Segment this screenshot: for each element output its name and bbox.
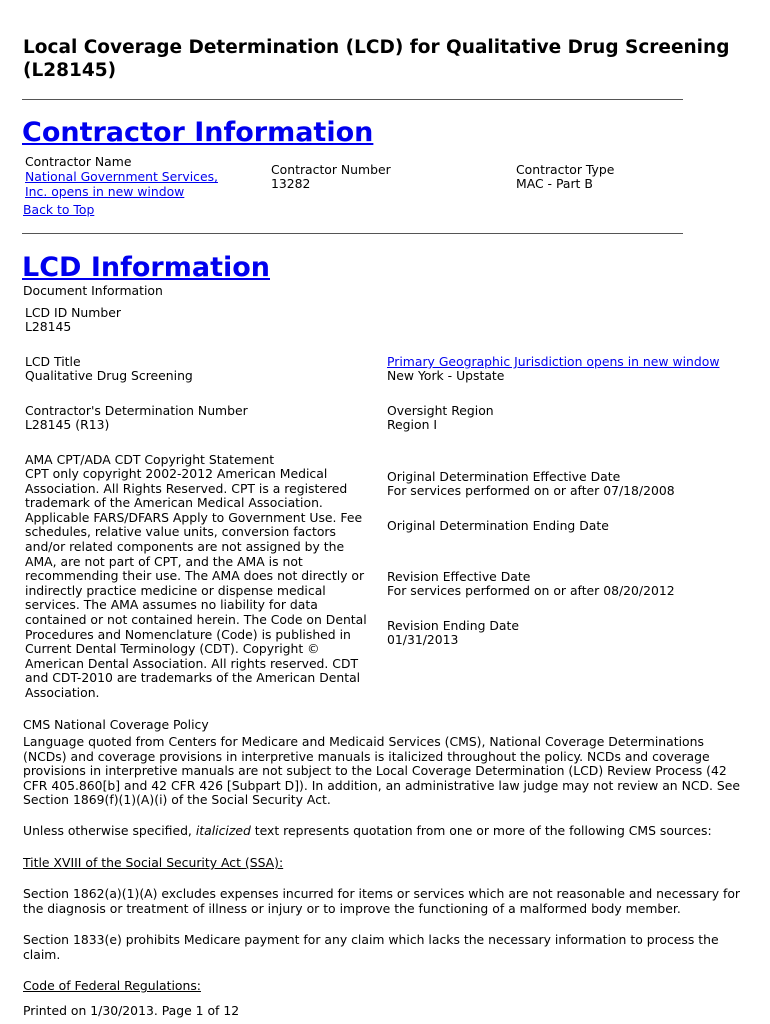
ssa-heading: Title XVIII of the Social Security Act (SSA): [23,855,284,870]
contractor-number-label: Contractor Number [271,162,391,177]
document-info-label: Document Information [23,283,163,298]
contractor-type-label: Contractor Type [516,162,615,177]
revision-effective-date-label: Revision Effective Date [387,569,531,584]
italic-note-post: text represents quotation from one or more of the following CMS sources: [250,823,712,838]
back-to-top-link[interactable]: Back to Top [23,202,95,217]
divider [22,99,683,100]
contractor-number-value: 13282 [271,176,311,191]
contractor-name-link[interactable]: National Government Services, Inc. opens in new window [25,169,218,199]
contractor-name-label: Contractor Name [25,154,132,169]
cms-policy-paragraph: Language quoted from Centers for Medicare and Medicaid Services (CMS), National Coverage Determinations (NCDs) and coverage provisions in interpretive manuals is italicized throughout the policy. NCDs and coverage provisions in interpretive manuals are not subject to the Local Coverage Determination (LCD) Review Process (42 CFR 405.860[b] and 42 CFR 426 [Subpart D]). In addition, an administrative law judge may not review an NCD. See Section 1869(f)(1)(A)(i) of the Social Security Act. [23,734,741,808]
section-1833-paragraph: Section 1833(e) prohibits Medicare payment for any claim which lacks the necessary information to process the claim. [23,932,719,962]
contractor-heading: Contractor Information [22,117,374,148]
primary-jurisdiction-value: New York - Upstate [387,368,505,383]
lcd-title-value: Qualitative Drug Screening [25,368,193,383]
lcd-title-label: LCD Title [25,354,81,369]
copyright-statement: CPT only copyright 2002-2012 American Medical Association. All Rights Reserved. CPT is a registered trademark of the American Medical Association. Applicable FARS/DFARS Apply to Government Use. Fee schedules, relative value units, conversion factors and/or related components are not assigned by the AMA, are not part of CPT, and the AMA is not recommending their use. The AMA does not directly or indirectly practice medicine or dispense medical services. The AMA assumes no liability for data contained or not contained herein. The Code on Dental Procedures and Nomenclature (Code) is published in Current Dental Terminology (CDT). Copyright © American Dental Association. All rights reserved. CDT and CDT-2010 are trademarks of the American Dental Association. [25,466,367,700]
lcd-id-value: L28145 [25,319,72,334]
print-footer: Printed on 1/30/2013. Page 1 of 12 [23,1003,240,1018]
contractor-type-value: MAC - Part B [516,176,593,191]
document-title: Local Coverage Determination (LCD) for Qualitative Drug Screening (L28145) [23,37,730,81]
original-effective-date-value: For services performed on or after 07/18/2008 [387,483,675,498]
revision-ending-date-value: 01/31/2013 [387,632,459,647]
determination-number-label: Contractor's Determination Number [25,403,248,418]
lcd-id-label: LCD ID Number [25,305,121,320]
cms-policy-label: CMS National Coverage Policy [23,717,209,732]
oversight-region-value: Region I [387,417,438,432]
revision-ending-date-label: Revision Ending Date [387,618,519,633]
italic-note-pre: Unless otherwise specified, [23,823,196,838]
primary-jurisdiction-link[interactable]: Primary Geographic Jurisdiction opens in new window [387,354,720,369]
determination-number-value: L28145 (R13) [25,417,110,432]
divider [22,233,683,234]
copyright-label: AMA CPT/ADA CDT Copyright Statement [25,452,275,467]
cfr-heading: Code of Federal Regulations: [23,978,201,993]
lcd-heading: LCD Information [22,252,270,283]
section-1862-paragraph: Section 1862(a)(1)(A) excludes expenses incurred for items or services which are not reasonable and necessary for the diagnosis or treatment of illness or injury or to improve the functioning of a malformed body member. [23,886,741,916]
revision-effective-date-value: For services performed on or after 08/20/2012 [387,583,675,598]
italic-note-emphasis: italicized [195,823,251,838]
original-effective-date-label: Original Determination Effective Date [387,469,621,484]
original-ending-date-label: Original Determination Ending Date [387,518,609,533]
oversight-region-label: Oversight Region [387,403,494,418]
italic-sources-note [23,824,745,839]
